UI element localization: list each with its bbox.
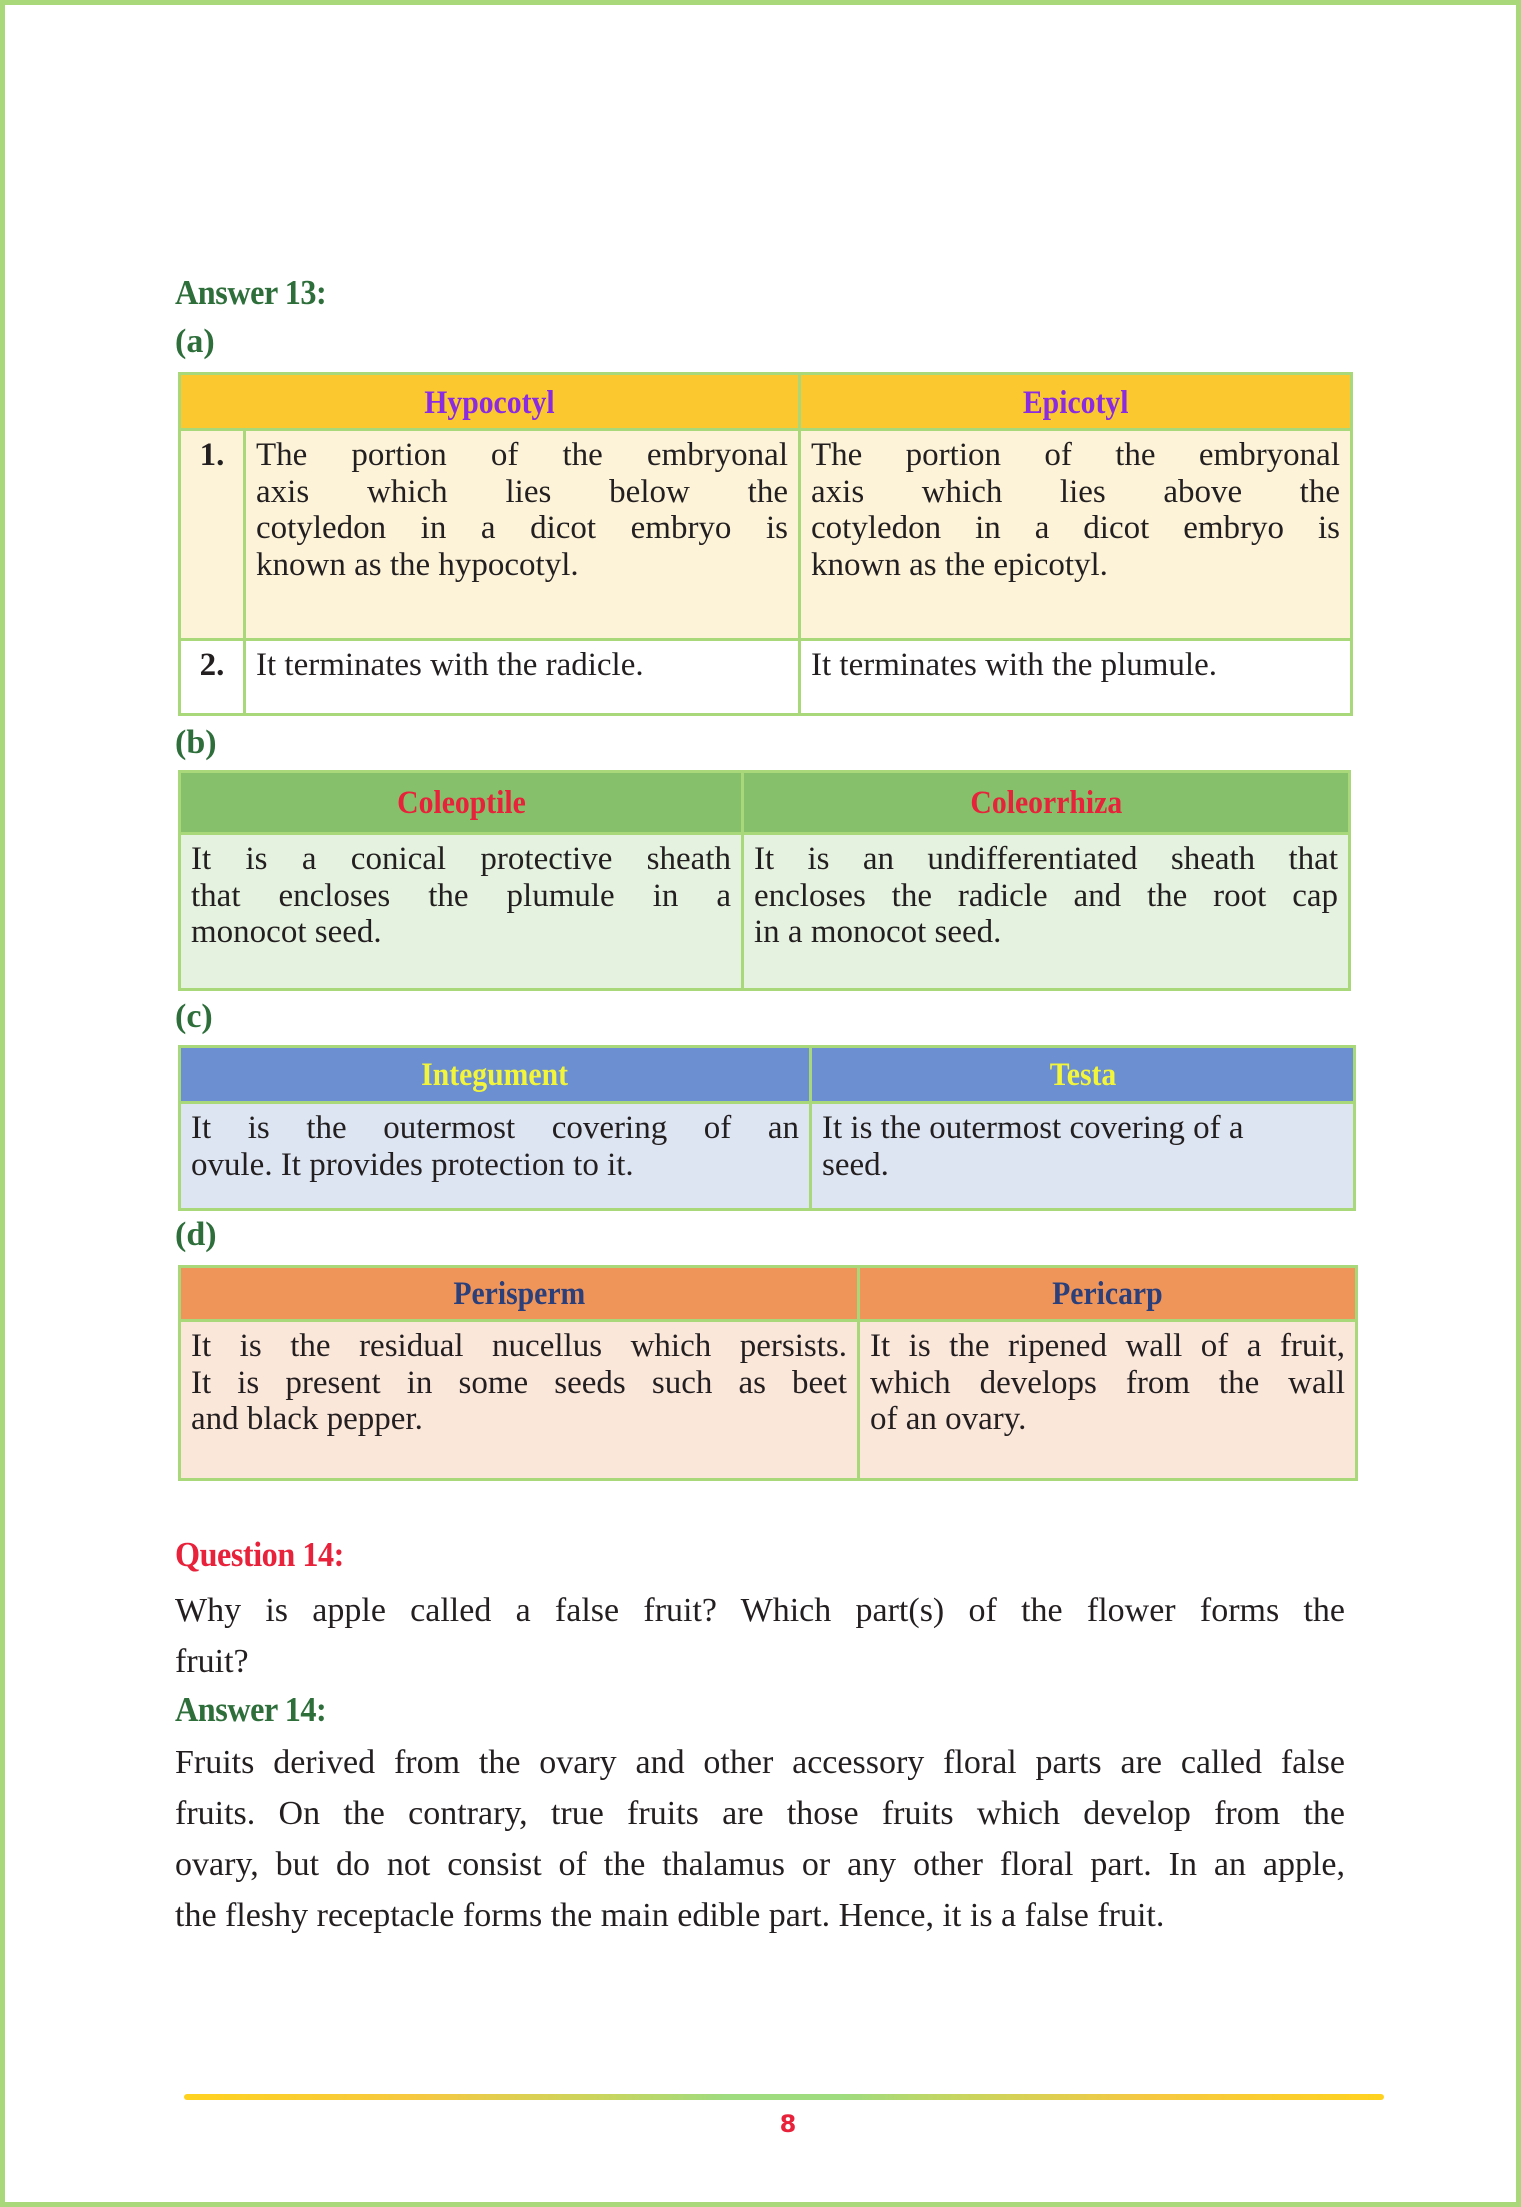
table-header-testa: Testa [812,1048,1353,1102]
table-cell: It is the residual nucellus which persists. It is present in some seeds such as beet and black pepper. [181,1322,857,1478]
table-cell: The portion of the embryonal axis which lies below the cotyledon in a dicot embryo is known as the hypocotyl. [246,431,798,638]
row-number: 1. [181,431,243,638]
table-hypocotyl-epicotyl [178,372,1353,716]
table-coleoptile-coleorrhiza [178,770,1351,991]
table-cell: It is the ripened wall of a fruit, which develops from the wall of an ovary. [860,1322,1355,1478]
part-a-label: (a) [175,323,215,360]
table-cell: It is an undifferentiated sheath that encloses the radicle and the root cap in a monocot seed. [744,835,1348,988]
table-cell: It terminates with the radicle. [246,641,798,713]
table-cell: It is a conical protective sheath that encloses the plumule in a monocot seed. [181,835,741,988]
table-header-integument: Integument [181,1048,809,1102]
part-b-label: (b) [175,724,217,761]
table-integument-testa [178,1045,1356,1211]
question-14-heading: Question 14: [175,1535,344,1574]
table-cell: It terminates with the plumule. [801,641,1350,713]
answer-14-text: Fruits derived from the ovary and other accessory floral parts are called false fruits. On the contrary, true fruits are those fruits which develop from the ovary, but do not consist of the thalamus or any other floral part. In an apple, the fleshy receptacle forms the main edible part. Hence, it is a false fruit. [175,1744,1345,1934]
answer-14-heading: Answer 14: [175,1690,327,1729]
table-header-coleorrhiza: Coleorrhiza [744,773,1348,833]
table-header-coleoptile: Coleoptile [181,773,741,833]
footer-divider [184,2094,1384,2100]
table-header-hypocotyl: Hypocotyl [181,375,798,431]
answer-13-heading: Answer 13: [175,273,327,312]
question-14-text: Why is apple called a false fruit? Which part(s) of the flower forms the fruit? [175,1592,1345,1680]
table-header-perisperm: Perisperm [181,1268,857,1320]
table-cell: It is the outermost covering of an ovule. It provides protection to it. [181,1104,809,1208]
part-d-label: (d) [175,1216,217,1253]
table-header-pericarp: Pericarp [860,1268,1355,1320]
page-number: 8 [779,2110,797,2138]
row-number: 2. [181,641,243,713]
table-cell: The portion of the embryonal axis which lies above the cotyledon in a dicot embryo is known as the epicotyl. [801,431,1350,638]
table-header-epicotyl: Epicotyl [801,375,1350,431]
part-c-label: (c) [175,998,213,1035]
table-perisperm-pericarp [178,1265,1358,1481]
table-cell: It is the outermost covering of a seed. [812,1104,1353,1208]
